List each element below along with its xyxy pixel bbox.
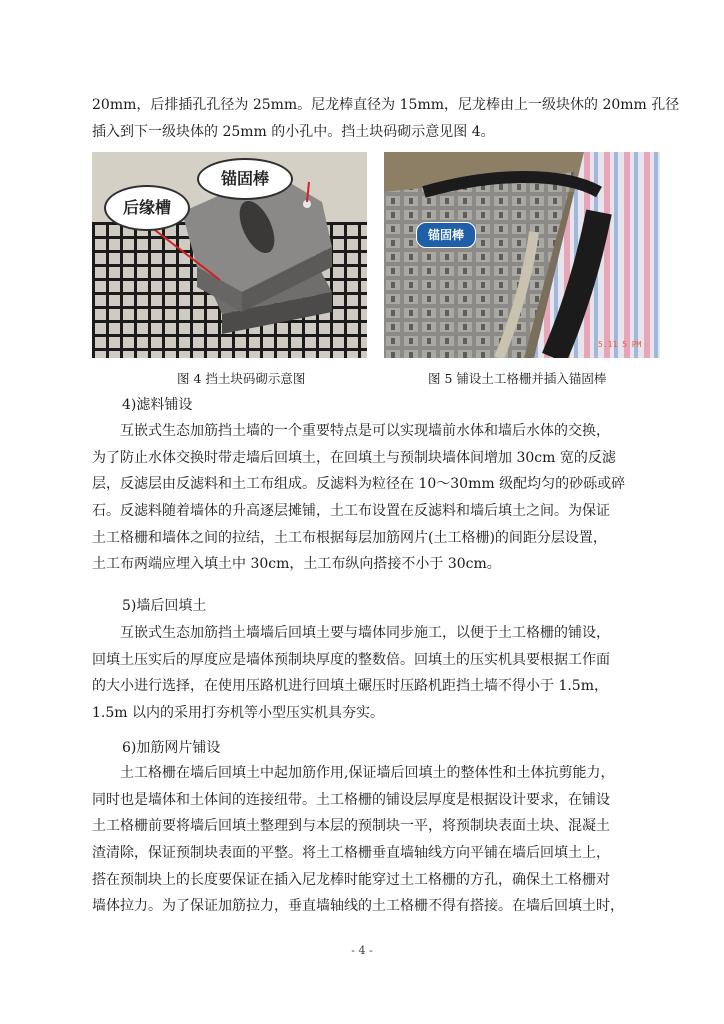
- section-heading: 4)滤料铺设: [122, 397, 193, 413]
- figure-4-caption: 图 4 挡土块码砌示意图: [177, 371, 306, 386]
- text-line: 土工布两端应埋入填土中 30cm，土工布纵向搭接不小于 30cm。: [92, 556, 501, 573]
- text-line: 为了防止水体交换时带走墙后回填土，在回填土与预制块墙体间增加 30cm 宽的反滤: [92, 449, 616, 466]
- photo-timestamp: 5.11 5 PM: [598, 340, 642, 349]
- text-line: 20mm，后排插孔孔径为 25mm。尼龙棒直径为 15mm，尼龙棒由上一级块休的 20mm 孔径: [92, 97, 680, 113]
- section-4-paragraph: [92, 418, 632, 578]
- page-number: - 4 -: [351, 944, 373, 957]
- text-line: 回填土压实后的厚度应是墙体预制块厚度的整数倍。回填土的压实机具要根据工作面: [92, 651, 610, 668]
- text-line: 石。反滤料随着墙体的升高逐层摊铺，土工布设置在反滤料和墙后填土之间。为保证: [92, 503, 610, 520]
- text-line: 的大小进行选择，在使用压路机进行回填土碾压时压路机距挡土墙不得小于 1.5m，: [92, 678, 608, 695]
- text-line: 互嵌式生态加筋挡土墙的一个重要特点是可以实现墙前水体和墙后水体的交换，: [120, 423, 610, 439]
- text-line: 渣清除，保证预制块表面的平整。将土工格栅垂直墙轴线方向平铺在墙后回填土上，: [92, 845, 610, 862]
- text-line: 同时也是墙体和土体间的连接纽带。土工格栅的铺设层厚度是根据设计要求，在铺设: [92, 791, 610, 808]
- callout-anchor-rod: 锚固棒: [197, 158, 293, 200]
- section-5-paragraph: [92, 620, 632, 727]
- figure-4-photo: [92, 152, 367, 358]
- tag-anchor-rod: 锚固棒: [416, 222, 476, 248]
- figure-5-illustration: [384, 152, 660, 358]
- figure-5-caption: 图 5 铺设土工格栅并插入锚固棒: [428, 371, 607, 386]
- text-line: 1.5m 以内的采用打夯机等小型压实机具夯实。: [92, 705, 384, 722]
- callout-back-groove: 后缘槽: [104, 185, 190, 231]
- section-heading: 6)加筋网片铺设: [122, 740, 221, 756]
- text-line: 土工格栅前要将墙后回填土整理到与本层的预制块一平，将预制块表面土块、混凝土: [92, 818, 610, 835]
- text-line: 搭在预制块上的长度要保证在插入尼龙棒时能穿过土工格栅的方孔，确保土工格栅对: [92, 871, 610, 888]
- section-6-paragraph: [92, 760, 632, 920]
- text-line: 墙体拉力。为了保证加筋拉力，垂直墙轴线的土工格栅不得有搭接。在墙后回填土时，: [92, 898, 624, 915]
- intro-paragraph: [92, 92, 680, 145]
- section-heading: 5)墙后回填土: [122, 598, 207, 614]
- text-line: 土工格栅在墙后回填土中起加筋作用,保证墙后回填土的整体性和土体抗剪能力，: [120, 765, 615, 781]
- text-line: 层，反滤层由反滤料和土工布组成。反滤料为粒径在 10～30mm 级配均匀的砂砾或碎: [92, 476, 626, 493]
- text-line: 插入到下一级块体的 25mm 的小孔中。挡土块码砌示意见图 4。: [92, 123, 495, 140]
- text-line: 土工格栅和墙体之间的拉结，土工布根据每层加筋网片(土工格栅)的间距分层设置，: [92, 529, 607, 546]
- figure-5-photo: [384, 152, 660, 358]
- text-line: 互嵌式生态加筋挡土墙墙后回填土要与墙体同步施工，以便于土工格栅的铺设，: [120, 625, 610, 641]
